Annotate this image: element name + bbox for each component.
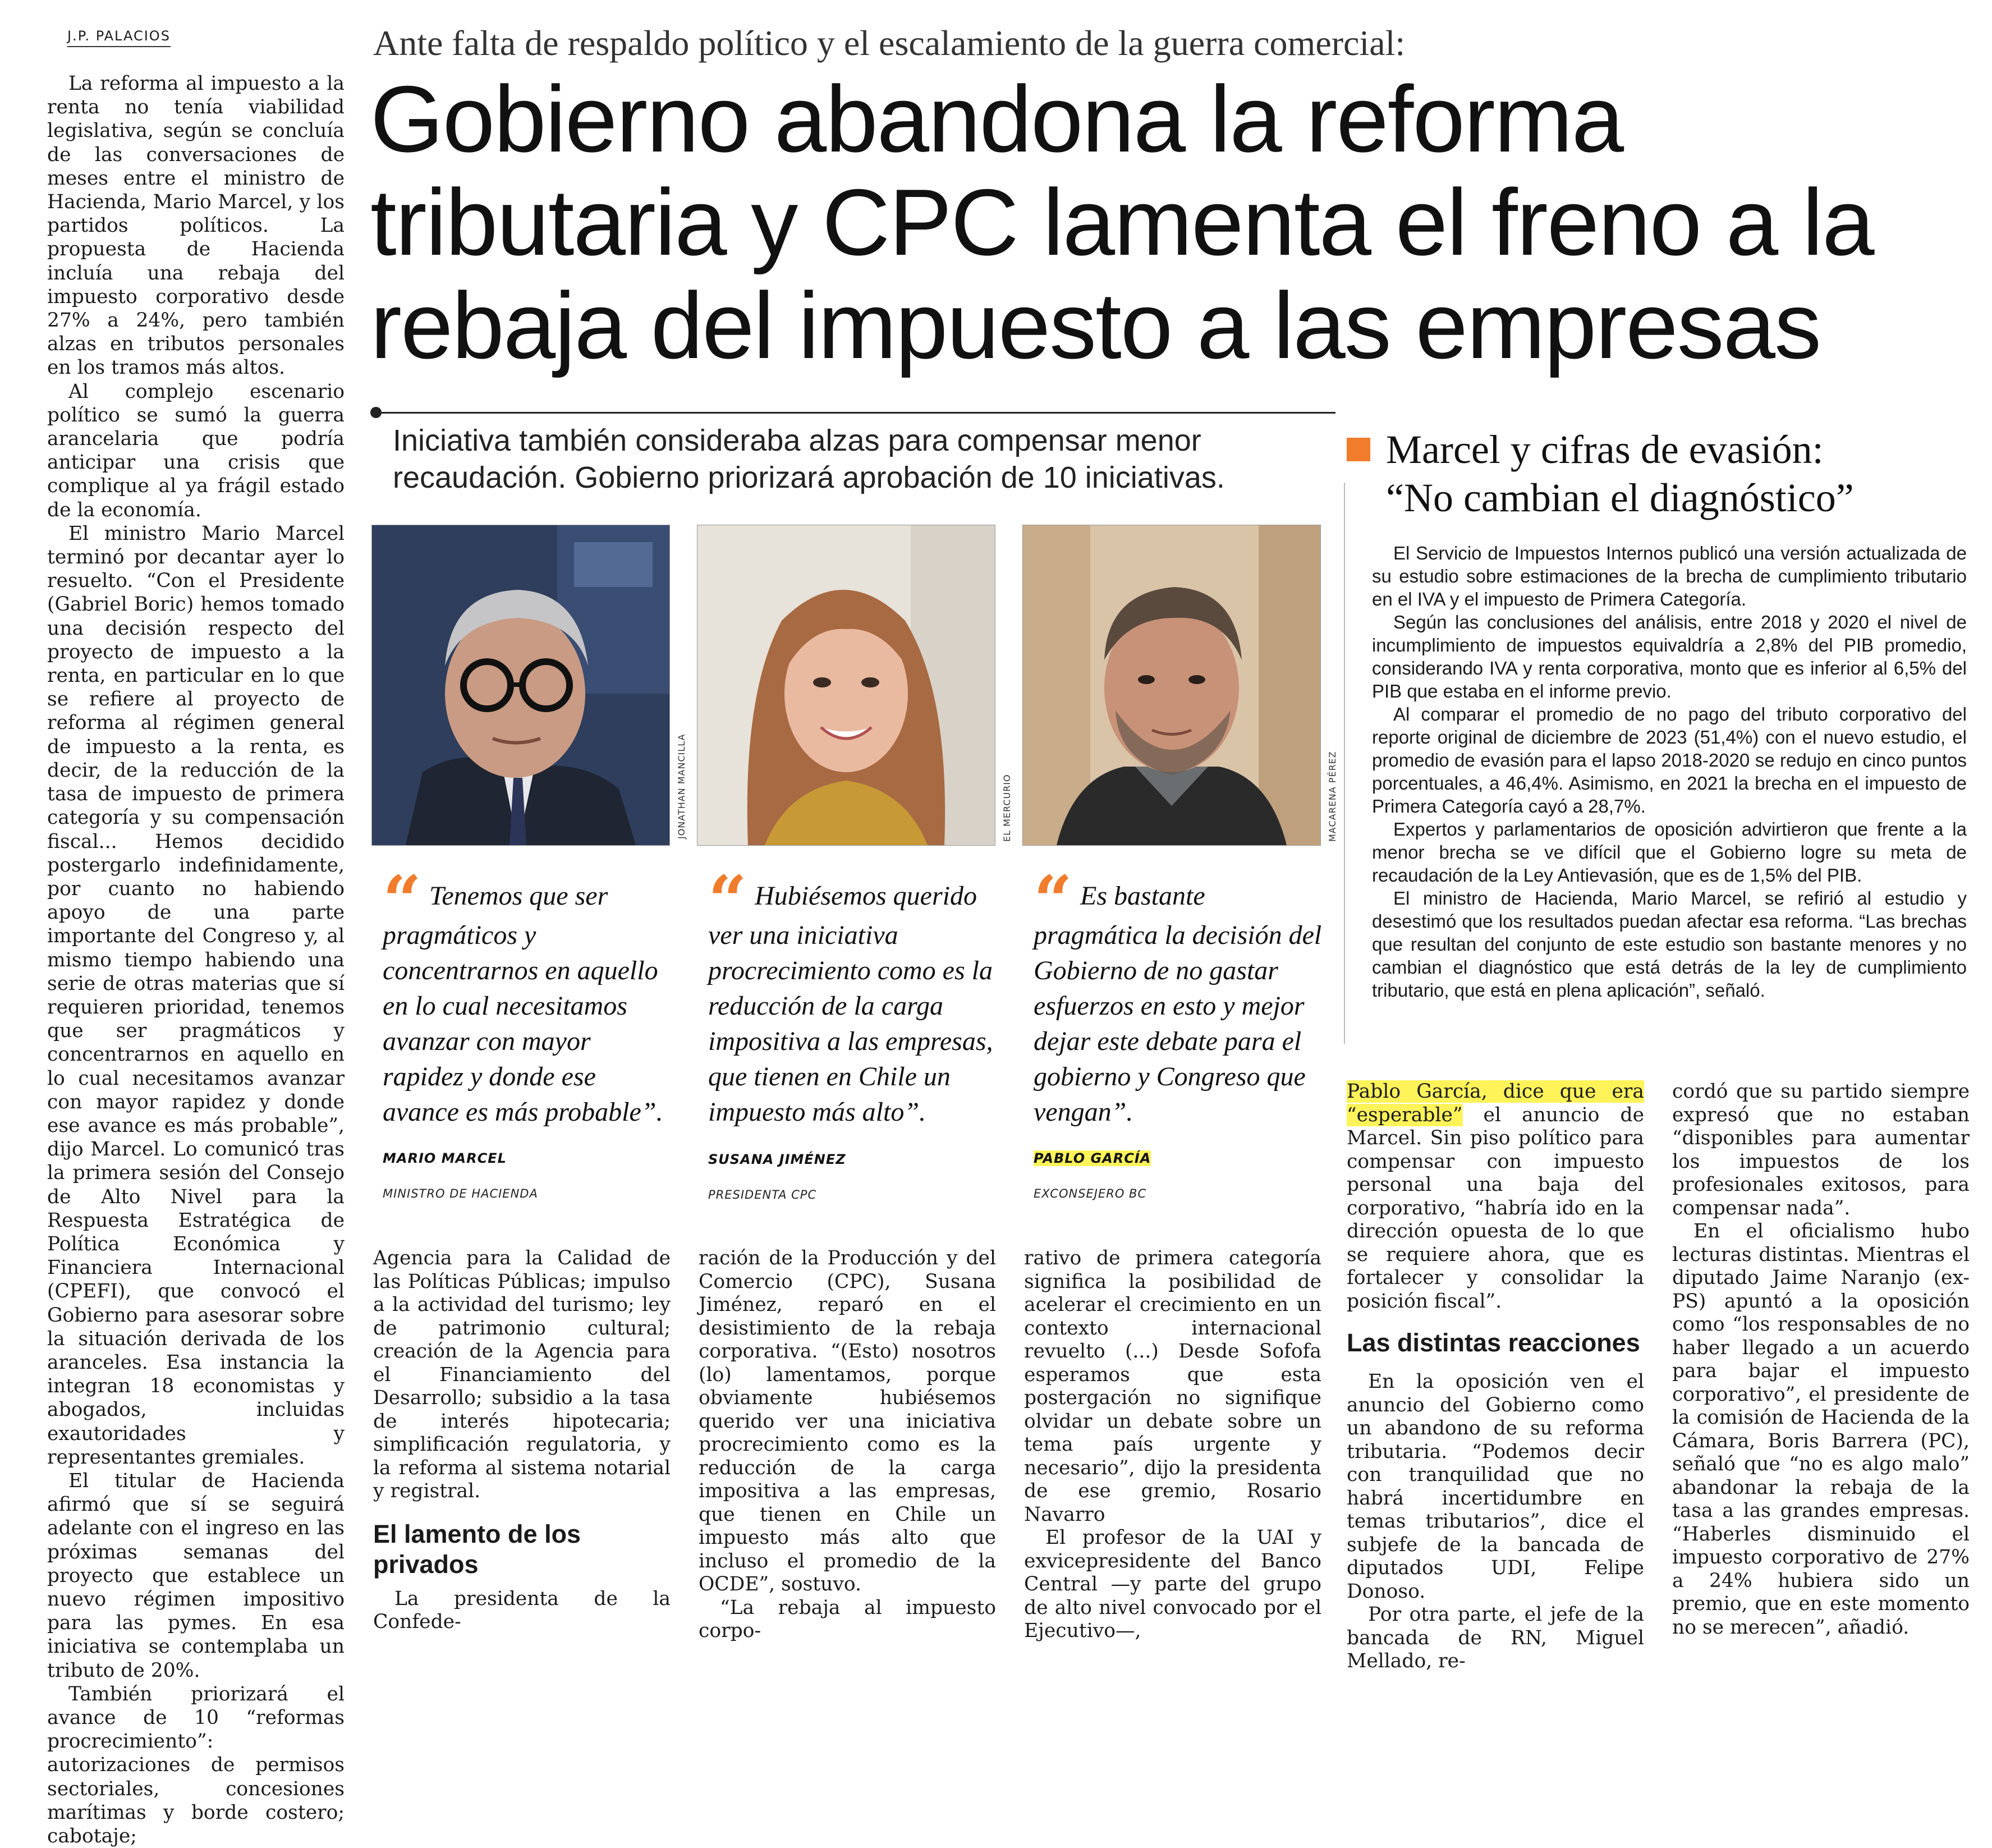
sidebar-title-line2: “No cambian el diagnóstico” [1386,475,1854,520]
quote-name [1034,1141,1325,1176]
paragraph: El Servicio de Impuestos Internos publicó una versión actualizada de su estudio sobre estimaciones de la brecha de cumplimiento tributario en el IVA y el impuesto de Primera Categoría. [1372,543,1967,609]
column-6 [1672,1080,1970,1639]
divider-rule [382,412,1335,414]
paragraph: Al comparar el promedio de no pago del tributo corporativo del reporte original de diciembre de 2023 (51,4%) con el nuevo estudio, el promedio de evasión para el lapso 2018-2020 se redujo en cinco puntos porcentuales, a 46,4%. Asimismo, en 2021 la brecha en el impuesto de Primera Categoría cayó a 28,7%. [1372,704,1967,817]
paragraph: Agencia para la Calidad de las Políticas Públicas; impulso a la actividad del turismo; ley de patrimonio cultural; creación de la Agencia para el Financiamiento del Desarrollo; subsidio a la tasa de interés hipotecaria; simplificación regulatoria, y la reforma al sistema notarial y registral. [373,1247,671,1502]
subhead: Iniciativa también consideraba alzas para compensar menor recaudación. Gobierno priorizará aprobación de 10 iniciativas. [393,424,1225,494]
paragraph: En la oposición ven el anuncio del Gobierno como un abandono de su reforma tributaria. “Podemos decir con tranquilidad que no habrá incertidumbre en temas tributarios”, dice el subjefe de la bancada de diputados UDI, Felipe Donoso. [1347,1370,1644,1603]
quote-text: Hubiésemos querido ver una iniciativa procrecimiento como es la reducción de la carga impositiva a las empresas, que tienen en Chile un impuesto más alto”. [708,881,993,1127]
paragraph: El ministro Mario Marcel terminó por decantar ayer lo resuelto. “Con el Presidente (Gabriel Boric) hemos tomado una decisión respecto del proyecto de impuesto a la renta, en particular en lo que se refiere al proyecto de reforma al régimen general de impuesto a la renta, es decir, de la reducción de la tasa de impuesto de primera categoría y su compensación fiscal... Hemos decidido postergarlo indefinidamente, por cuanto no habiendo apoyo de una parte importante del Congreso y, al mismo tiempo habiendo una serie de otras materias que sí requieren prioridad, tenemos que ser pragmáticos y concentrarnos en aquello en lo cual necesitamos avanzar con mayor rapidez y donde ese avance es más probable”, dijo Marcel. Lo comunicó tras la primera sesión del Consejo de Alto Nivel para la Respuesta Estratégica de Política Económica y Financiera Internacional (CPEFI), que convocó el Gobierno para asesorar sobre la situación derivada de los aranceles. Esa instancia la integran 18 economistas y abogados, incluidas exautoridades y representantes gremiales. [47,522,345,1469]
paragraph: En el oficialismo hubo lecturas distintas. Mientras el diputado Jaime Naranjo (ex-PS) apuntó a la oposición como “los responsables de no haber llegado a un acuerdo para bajar el impuesto corporativo”, el presidente de la comisión de Hacienda de la Cámara, Boris Barrera (PC), señaló que “no es algo malo” abandonar la rebaja de la tasa a las grandes empresas. “Haberles disminuido el impuesto corporativo de 27% a 24% hubiera sido un premio, que en este momento no se merecen”, añadió. [1672,1220,1970,1639]
quote-susana-jimenez [708,861,1000,1213]
paragraph: “La rebaja al impuesto corpo- [699,1596,996,1642]
paragraph: El ministro de Hacienda, Mario Marcel, se refirió al estudio y desestimó que los resultados puedan afectar esa reforma. “Las brechas que resultan del conjunto de este estudio son bastante menores y no cambian el diagnóstico que está detrás de la ley de cumplimiento tributario, que está en plena aplicación”, señaló. [1372,888,1967,1001]
photo-credit: EL MERCURIO [1002,774,1012,842]
paragraph: ración de la Producción y del Comercio (CPC), Susana Jiménez, reparó en el desistimiento de la rebaja corporativa. “(Esto) nosotros (lo) lamentamos, porque obviamente hubiésemos querido ver una iniciativa procrecimiento como es la reducción de la carga impositiva a las empresas, que tienen en Chile un impuesto más alto que incluso el promedio de la OCDE”, sostuvo. [699,1247,996,1595]
paragraph: Según las conclusiones del análisis, entre 2018 y 2020 el nivel de incumplimiento de impuestos equivaldría a 2,8% del PIB promedio, considerando IVA y renta corporativa, monto que es inferior al 6,5% del PIB que estaba en el informe previo. [1372,612,1967,701]
sidebar-body [1372,542,1967,1002]
paragraph: La reforma al impuesto a la renta no tenía viabilidad legislativa, según se concluía de las conversaciones de meses entre el ministro de Hacienda, Mario Marcel, y los partidos políticos. La propuesta de Hacienda incluía una rebaja del impuesto corporativo desde 27% a 24%, pero también alzas en tributos personales en los tramos más altos. [47,72,345,379]
column-4 [1024,1247,1321,1643]
paragraph: Al complejo escenario político se sumó la guerra arancelaria que podría anticipar una crisis que complique al ya frágil estado de la economía. [47,380,345,521]
quote-pablo-garcia [1034,861,1325,1212]
sidebar-title-line1: Marcel y cifras de evasión: [1386,427,1824,472]
byline: J.P. PALACIOS [67,28,171,47]
quote-name: MARIO MARCEL [383,1150,507,1166]
sidebar-title [1386,425,1975,522]
photo-pablo-garcia [1022,525,1321,846]
quote-role: EXCONSEJERO BC [1034,1187,1147,1200]
paragraph: Por otra parte, el jefe de la bancada de RN, Miguel Mellado, re- [1347,1603,1644,1672]
quote-text: Tenemos que ser pragmáticos y concentrarnos en aquello en lo cual necesitamos avanzar con mayor rapidez y donde ese avance es más probable”. [383,881,663,1127]
paragraph: También priorizará el avance de 10 “reformas procrecimiento”: autorizaciones de permisos sectoriales, concesiones marítimas y borde costero; cabotaje; [47,1682,345,1848]
photo-mario-marcel [371,525,670,846]
quote-mark-icon: “ [1034,861,1073,940]
sidebar-accent-square [1347,438,1370,461]
photo-susana-jimenez [697,525,995,846]
section-heading-reacciones: Las distintas reacciones [1347,1328,1640,1357]
quote-mark-icon: “ [383,861,422,940]
paragraph: cordó que su partido siempre expresó que no estaban “disponibles para aumentar los impuestos de los profesionales exitosos, para compensar nada”. [1672,1080,1970,1219]
quote-role: MINISTRO DE HACIENDA [383,1187,538,1200]
paragraph: Expertos y parlamentarios de oposición advirtieron que frente a la menor brecha se ve difícil que el Gobierno logre su meta de recaudación de la Ley Antievasión, que es de 1,5% del PIB. [1372,819,1967,886]
paragraph: La presidenta de la Confede- [373,1587,671,1633]
column-2 [373,1247,671,1634]
quote-name-highlight: PABLO GARCÍA [1034,1150,1151,1166]
photo-credit: MACARENA PÉREZ [1327,751,1338,842]
sidebar-divider [1344,483,1345,1044]
paragraph: rativo de primera categoría significa la posibilidad de acelerar el crecimiento en un contexto internacional revuelto (...) Desde Sofofa esperamos que esta postergación no signifique olvidar un debate sobre un tema país urgente y necesario”, dijo la presidenta de ese gremio, Rosario Navarro [1024,1247,1321,1526]
quote-name: SUSANA JIMÉNEZ [708,1152,846,1167]
quote-mario-marcel [383,861,674,1212]
headline: Gobierno abandona la reforma tributaria y CPC lamenta el freno a la rebaja del impuesto a las empresas [370,66,1874,378]
photo-credit: JONATHAN MANCILLA [676,733,687,839]
paragraph [1347,1080,1644,1313]
column-5 [1347,1080,1644,1673]
column-1 [47,72,345,1848]
column-3 [699,1247,996,1643]
paragraph-text: el anuncio de Marcel. Sin piso político para compensar con impuesto personal una baja del corporativo, “habría ido en la dirección opuesta de lo que se requiere ahora, que es fortalecer y consolidar la posición fiscal”. [1347,1103,1644,1313]
section-heading-lamento: El lamento de los privados [373,1519,581,1579]
kicker: Ante falta de respaldo político y el escalamiento de la guerra comercial: [373,23,1406,63]
paragraph: El profesor de la UAI y exvicepresidente del Banco Central —y parte del grupo de alto nivel convocado por el Ejecutivo—, [1024,1526,1321,1642]
quote-mark-icon: “ [708,861,747,940]
quote-text: Es bastante pragmática la decisión del Gobierno de no gastar esfuerzos en esto y mejor dejar este debate para el gobierno y Congreso que vengan”. [1034,881,1322,1127]
highlighted-text: Pablo García, dice que era “esperable” [1347,1080,1644,1126]
paragraph: El titular de Hacienda afirmó que sí se seguirá adelante con el ingreso en las próximas semanas del proyecto que establece un nuevo régimen impositivo para las pymes. En esa iniciativa se contemplaba un tributo de 20%. [47,1469,345,1682]
quote-role: PRESIDENTA CPC [708,1188,817,1202]
rule-dot [370,407,382,418]
